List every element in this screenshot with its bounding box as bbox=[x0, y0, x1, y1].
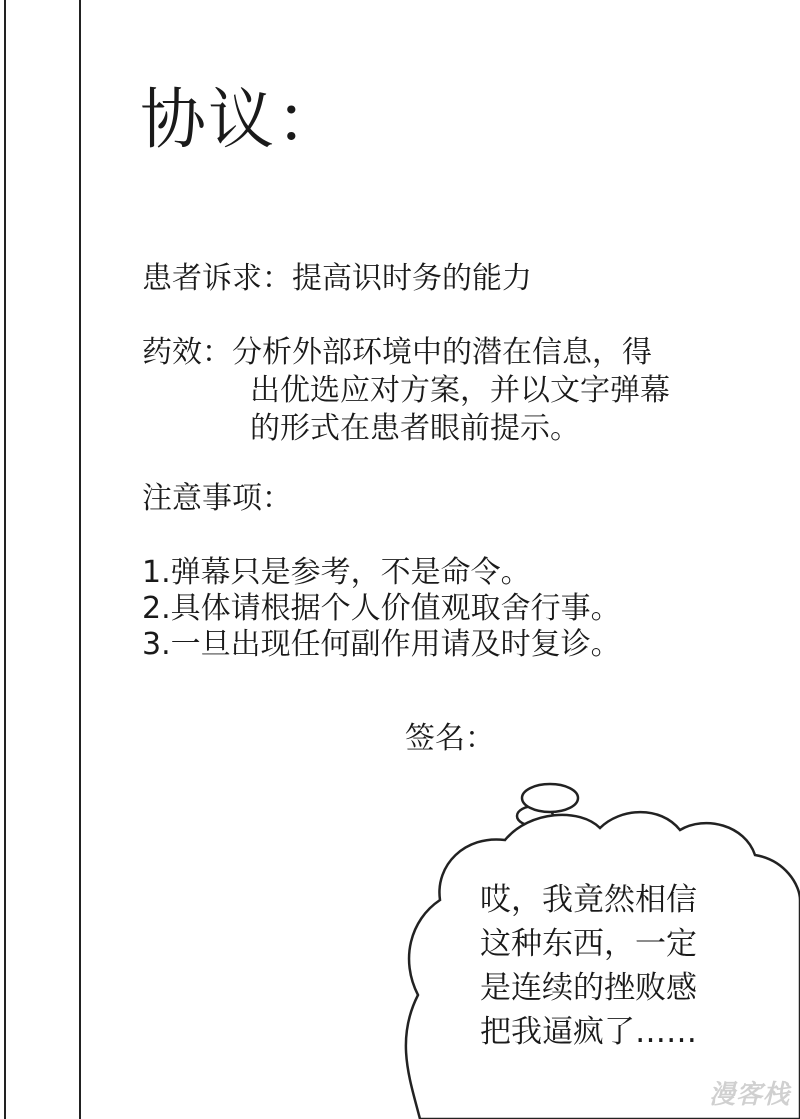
thought-line: 这种东西，一定 bbox=[480, 926, 697, 962]
thought-line: 把我逼疯了…… bbox=[480, 1014, 697, 1050]
effect-text-line: 出优选应对方案，并以文字弹幕 bbox=[250, 373, 670, 408]
complaint-text: 提高识时务的能力 bbox=[292, 261, 532, 296]
agreement-title: 协议： bbox=[140, 81, 344, 158]
effect-text-line: 的形式在患者眼前提示。 bbox=[250, 411, 580, 446]
notes-item: 1.弹幕只是参考，不是命令。 bbox=[142, 555, 531, 590]
effect-text-line: 分析外部环境中的潜在信息，得 bbox=[232, 335, 652, 370]
effect-label: 药效： bbox=[142, 335, 232, 370]
signature-label: 签名： bbox=[405, 721, 495, 756]
notes-item: 3.一旦出现任何副作用请及时复诊。 bbox=[142, 627, 621, 662]
watermark-logo: 漫客栈 bbox=[708, 1080, 790, 1110]
complaint-label: 患者诉求： bbox=[142, 261, 292, 296]
notes-heading: 注意事项： bbox=[142, 481, 292, 516]
thought-bubble-text bbox=[480, 878, 697, 1054]
thought-line: 哎，我竟然相信 bbox=[480, 882, 697, 918]
notes-item: 2.具体请根据个人价值观取舍行事。 bbox=[142, 591, 621, 626]
thought-dot-large bbox=[522, 784, 578, 812]
thought-line: 是连续的挫败感 bbox=[480, 970, 697, 1006]
